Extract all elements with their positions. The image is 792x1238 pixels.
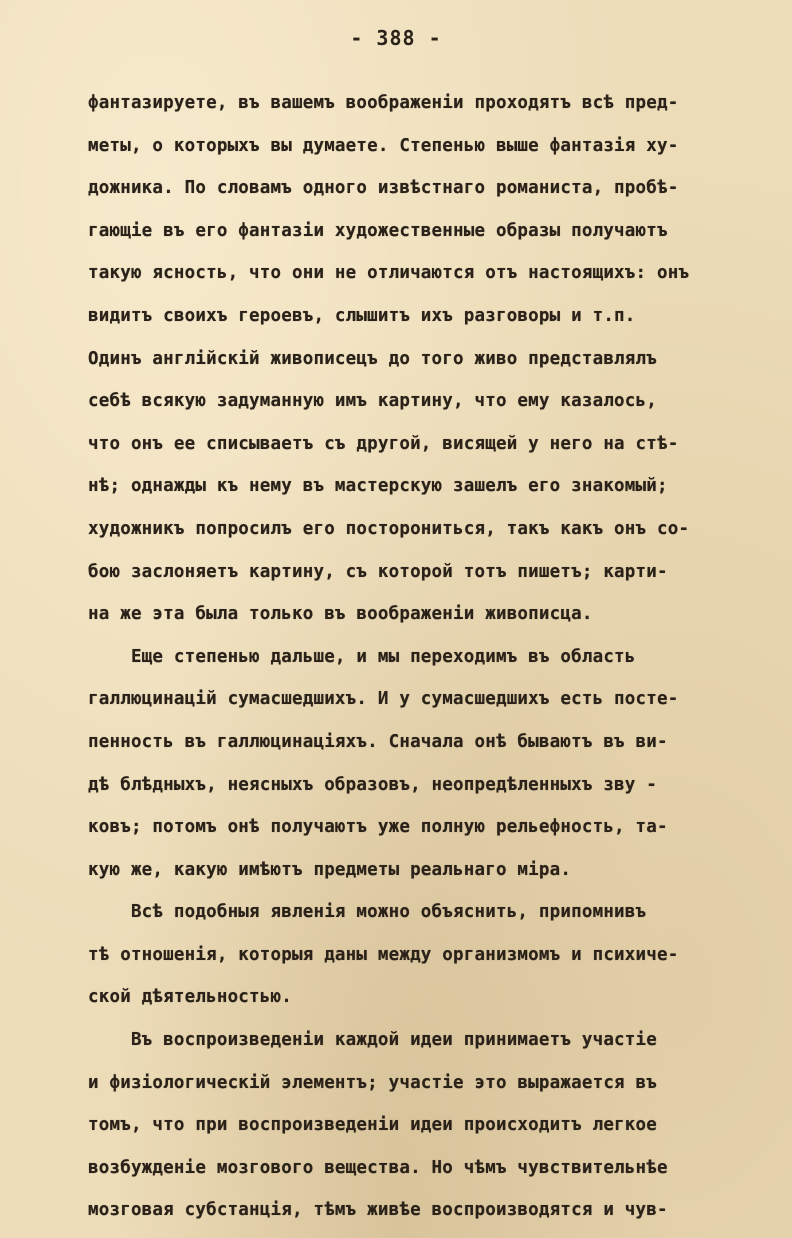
text-line: гающiе въ его фантазiи художественные образы получаютъ	[88, 220, 668, 241]
text-line: тѣ отношенiя, которыя даны между организмомъ и психиче-	[88, 944, 679, 965]
text-line: себѣ всякую задуманную имъ картину, что ему казалось,	[88, 391, 658, 412]
paragraph-first-line: Въ воспроизведенiи каждой идеи принимаетъ участiе	[88, 1030, 658, 1051]
body-text	[88, 82, 788, 1232]
text-line: кую же, какую имѣютъ предметы реальнаго мiра.	[88, 859, 572, 880]
text-line: нѣ; однажды къ нему въ мастерскую зашелъ его знакомый;	[88, 476, 668, 497]
text-line: видитъ своихъ героевъ, слышитъ ихъ разговоры и т.п.	[88, 305, 636, 326]
text-line: что онъ ее списываетъ съ другой, висящей у него на стѣ-	[88, 433, 679, 454]
text-line: и физiологическiй элементъ; участiе это выражается въ	[88, 1072, 658, 1093]
text-line: бою заслоняетъ картину, съ которой тотъ пишетъ; карти-	[88, 561, 668, 582]
paragraph-first-line: Еще степенью дальше, и мы переходимъ въ область	[88, 646, 636, 667]
text-line: меты, о которыхъ вы думаете. Степенью выше фантазiя ху-	[88, 135, 679, 156]
paragraph-first-line: Всѣ подобныя явленiя можно объяснить, припомнивъ	[88, 902, 647, 923]
text-line: пенность въ галлюцинацiяхъ. Сначала онѣ бываютъ въ ви-	[88, 731, 668, 752]
text-line: художникъ попросилъ его посторониться, такъ какъ онъ со-	[88, 518, 690, 539]
text-line: ковъ; потомъ онѣ получаютъ уже полную рельефность, та-	[88, 817, 668, 838]
text-line: ской дѣятельностью.	[88, 987, 292, 1008]
text-line: дѣ блѣдныхъ, неясныхъ образовъ, неопредѣленныхъ зву -	[88, 774, 658, 795]
text-line: дожника. По словамъ одного извѣстнаго романиста, пробѣ-	[88, 178, 679, 199]
text-line: томъ, что при воспроизведенiи идеи происходитъ легкое	[88, 1115, 658, 1136]
text-line: возбужденiе мозгового вещества. Но чѣмъ чувствительнѣе	[88, 1157, 668, 1178]
text-line: галлюцинацiй сумасшедшихъ. И у сумасшедшихъ есть посте-	[88, 689, 679, 710]
text-line: фантазируете, въ вашемъ воображенiи проходятъ всѣ пред-	[88, 93, 679, 113]
page-number: - 388 -	[350, 26, 442, 50]
text-line: на же эта была только въ воображенiи живописца.	[88, 604, 593, 625]
text-line: Одинъ англiйскiй живописецъ до того живо представлялъ	[88, 348, 658, 369]
text-line: мозговая субстанцiя, тѣмъ живѣе воспроизводятся и чув-	[88, 1200, 668, 1221]
text-line: такую ясность, что они не отличаются отъ настоящихъ: онъ	[88, 263, 690, 284]
